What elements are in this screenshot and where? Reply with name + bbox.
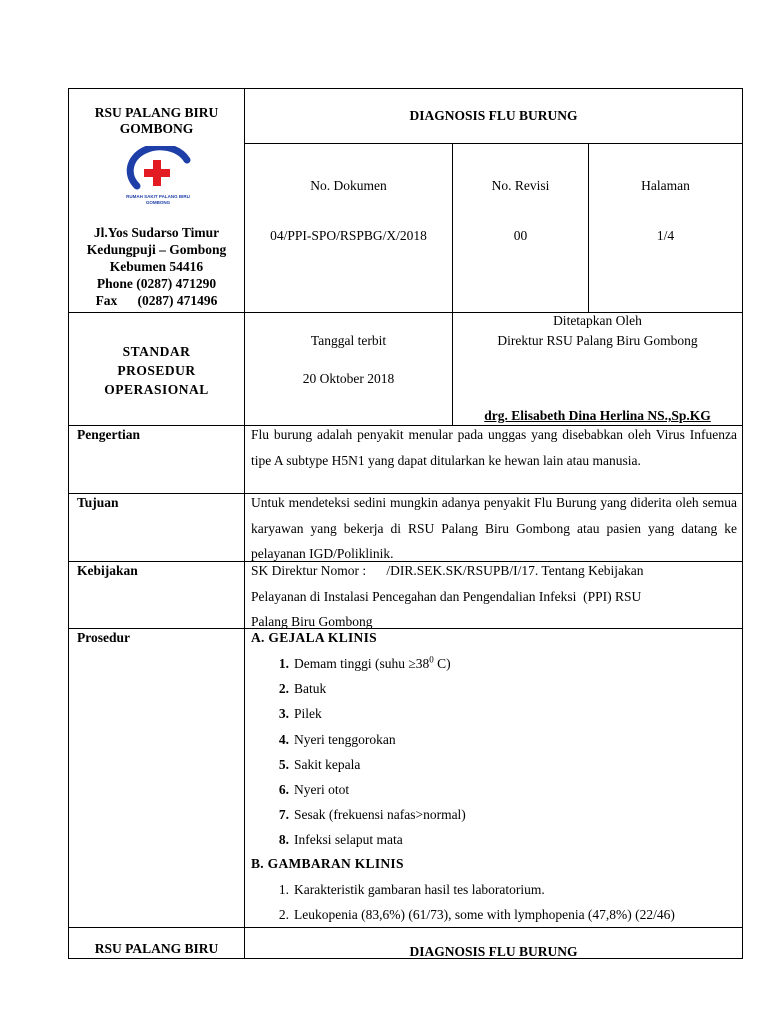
part-a-heading: A. GEJALA KLINIS xyxy=(251,630,377,645)
kebijakan-label: Kebijakan xyxy=(77,563,138,578)
list-item: 5. Sakit kepala xyxy=(278,756,361,772)
part-a-list xyxy=(270,651,466,853)
list-item: 4. Nyeri tenggorokan xyxy=(278,731,396,747)
list-item: 7. Sesak (frekuensi nafas>normal) xyxy=(278,807,466,823)
revision-value: 00 xyxy=(513,228,528,243)
logo-caption: RUMAH SAKIT PALANG BIRU GOMBONG xyxy=(126,194,190,205)
hospital-name: RSU PALANG BIRU GOMBONG xyxy=(94,105,219,136)
approved-by-label: Ditetapkan Oleh xyxy=(553,313,642,328)
page-value: 1/4 xyxy=(656,228,675,243)
list-item: 1. Demam tinggi (suhu $\ge 38^0$ C) xyxy=(278,654,451,671)
doc-number-value: 04/PPI-SPO/RSPBG/X/2018 xyxy=(270,228,427,243)
list-item: 1. Karakteristik gambaran hasil tes laboratorium. xyxy=(278,882,545,897)
pengertian-label: Pengertian xyxy=(77,427,140,442)
tujuan-label: Tujuan xyxy=(77,495,119,510)
revision-label: No. Revisi xyxy=(491,178,550,193)
list-item: 8. Infeksi selaput mata xyxy=(278,832,403,848)
issue-date-value: 20 Oktober 2018 xyxy=(302,371,395,386)
list-item: 2. Leukopenia (83,6%) (61/73), some with lymphopenia (47,8%) (22/46) xyxy=(278,907,675,923)
list-item: 3. Pilek xyxy=(278,706,322,722)
document-title: DIAGNOSIS FLU BURUNG xyxy=(409,108,578,123)
pengertian-text: Flu burung adalah penyakit menular pada unggas yang disebabkan oleh Virus Infuenza tipe A subtype H5N1 yang dapat ditularkan ke hewan lain atau manusia. xyxy=(251,427,737,468)
footer-title: DIAGNOSIS FLU BURUNG xyxy=(409,944,578,959)
part-b-heading: B. GAMBARAN KLINIS xyxy=(251,856,404,871)
issue-date-label: Tanggal terbit xyxy=(310,333,387,348)
prosedur-label: Prosedur xyxy=(77,630,130,645)
hospital-address: Jl.Yos Sudarso Timur Kedungpuji – Gombong Kebumen 54416 Phone (0287) 471290 Fax (0287) 471496 xyxy=(86,225,227,308)
list-item: 2. Batuk xyxy=(278,681,327,697)
approved-by-title: Direktur RSU Palang Biru Gombong xyxy=(497,333,698,348)
footer-hospital-name: RSU PALANG BIRU xyxy=(94,941,219,956)
list-item: 6. Nyeri otot xyxy=(278,781,350,797)
hospital-logo xyxy=(117,146,199,214)
tujuan-text: Untuk mendeteksi sedini mungkin adanya penyakit Flu Burung yang diderita oleh semua karyawan yang bekerja di RSU Palang Biru Gombong atau pasien yang datang ke pelayanan IGD/Poliklinik. xyxy=(251,495,737,561)
part-b-list xyxy=(270,877,675,927)
doc-number-label: No. Dokumen xyxy=(310,178,387,193)
approver-name: drg. Elisabeth Dina Herlina NS.,Sp.KG xyxy=(484,408,711,423)
page-label: Halaman xyxy=(641,178,690,193)
spo-title: STANDAR PROSEDUR OPERASIONAL xyxy=(104,344,209,397)
kebijakan-text: SK Direktur Nomor : /DIR.SEK.SK/RSUPB/I/17. Tentang Kebijakan Pelayanan di Instalasi Pencegahan dan Pengendalian Infeksi (PPI) RSU Palang Biru Gombong xyxy=(251,563,644,629)
